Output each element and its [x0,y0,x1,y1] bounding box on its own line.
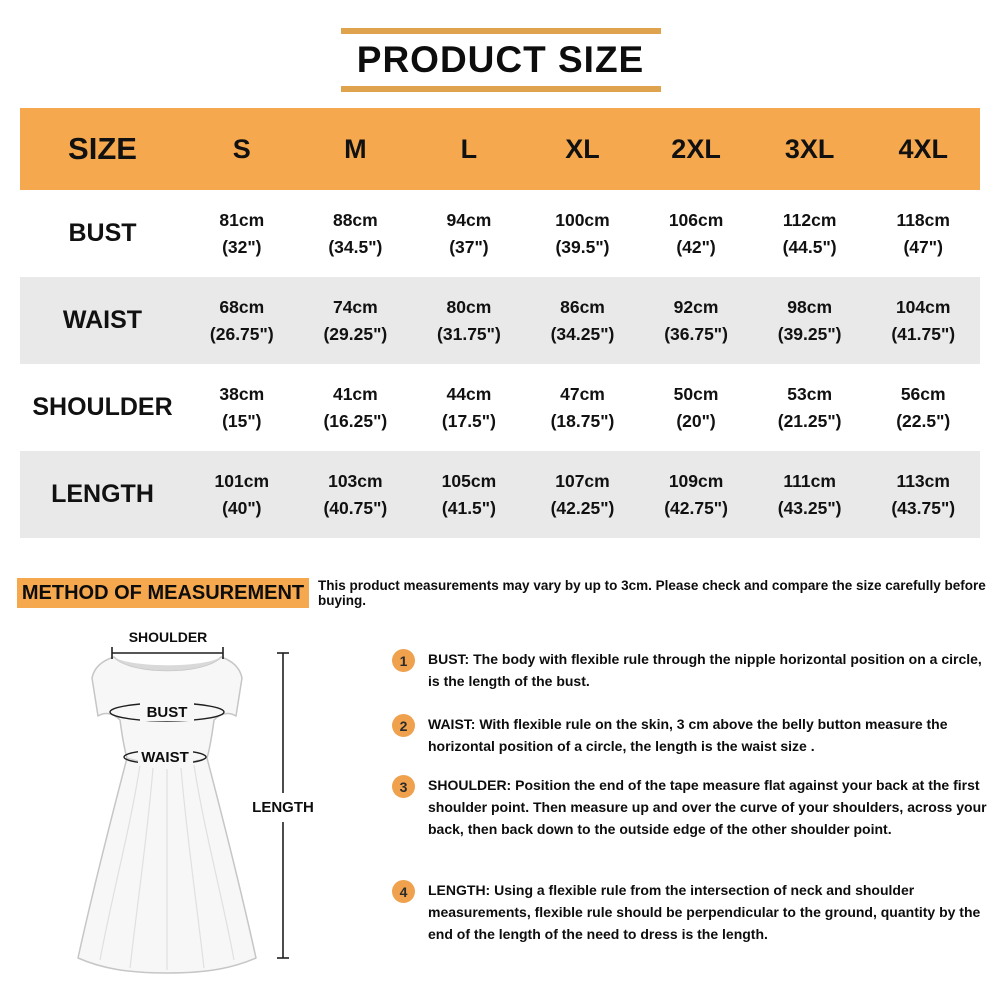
value-cm: 109cm [668,470,724,491]
value-in: (34.25") [550,323,615,344]
value-in: (34.5") [328,236,383,257]
instruction-shoulder [392,774,988,840]
waist-3xl [753,277,867,364]
waist-xl [526,277,640,364]
value-cm: 38cm [219,383,265,404]
value-in: (17.5") [441,410,496,431]
shoulder-s [185,364,299,451]
instruction-bust [392,648,988,692]
bust-3xl [753,190,867,277]
value-in: (36.75") [664,323,728,344]
instruction-number-badge: 4 [392,880,415,903]
value-in: (42.75") [664,497,728,518]
shoulder-measure-line [112,647,223,659]
value-cm: 112cm [782,209,837,230]
value-cm: 107cm [555,470,610,491]
value-cm: 88cm [332,209,378,230]
bust-s [185,190,299,277]
size-table-header-row [20,108,980,190]
value-in: (42") [676,236,716,257]
value-cm: 68cm [219,296,265,317]
instruction-number-badge: 3 [392,775,415,798]
diagram-bust-label: BUST [146,704,188,721]
value-cm: 118cm [896,209,950,230]
title-section [0,28,1001,92]
value-cm: 111cm [783,470,836,491]
value-in: (16.25") [323,410,388,431]
header-xl: XL [565,133,600,164]
value-cm: 106cm [668,209,724,230]
value-in: (41.5") [441,497,496,518]
header-3xl: 3XL [784,133,835,164]
instruction-text: SHOULDER: Position the end of the tape measure flat against your back at the first shoulder point. Then measure up and over the curve of your shoulders, across your back, then back down to the outside edge of the other shoulder point. [428,777,987,837]
value-in: (37") [449,236,489,257]
value-cm: 104cm [895,296,951,317]
header-s: S [232,133,251,164]
page-title: PRODUCT SIZE [356,39,645,80]
value-in: (47") [903,236,943,257]
value-cm: 47cm [560,383,605,404]
shoulder-xl [526,364,640,451]
value-in: (21.25") [777,410,842,431]
bust-2xl [639,190,753,277]
instruction-text: WAIST: With flexible rule on the skin, 3 cm above the belly button measure the horizontal position of a circle, the length is the waist size . [428,716,948,754]
row-label-length: LENGTH [51,480,154,508]
value-cm: 50cm [673,383,719,404]
value-in: (18.75") [550,410,615,431]
value-cm: 101cm [214,470,270,491]
instruction-number-badge: 2 [392,714,415,737]
bust-m [299,190,413,277]
row-label-bust: BUST [68,219,137,247]
value-in: (15") [222,410,262,431]
value-in: (29.25") [323,323,388,344]
size-table [20,108,980,538]
length-xl [526,451,640,538]
table-row-shoulder [20,364,980,451]
title-accent-bar-bottom [341,86,661,92]
diagram-shoulder-label: SHOULDER [128,630,208,645]
bust-l [412,190,526,277]
instruction-number-badge: 1 [392,649,415,672]
value-cm: 92cm [673,296,719,317]
value-in: (40") [222,497,262,518]
header-l: L [460,133,478,164]
waist-s [185,277,299,364]
diagram-waist-label: WAIST [141,749,189,766]
value-in: (39.25") [777,323,842,344]
dress-measurement-diagram [28,630,328,982]
length-3xl [753,451,867,538]
value-cm: 74cm [332,296,378,317]
length-s [185,451,299,538]
instruction-text: LENGTH: Using a flexible rule from the intersection of neck and shoulder measurements, flexible rule should be perpendicular to the ground, quantity by the end of the length of the need to dress is the length. [428,882,981,942]
value-cm: 80cm [446,296,492,317]
instruction-waist [392,713,988,757]
shoulder-3xl [753,364,867,451]
row-label-shoulder: SHOULDER [32,393,173,421]
waist-m [299,277,413,364]
bust-4xl [866,190,980,277]
value-cm: 94cm [446,209,492,230]
diagram-length-label: LENGTH [252,799,314,816]
length-4xl [866,451,980,538]
shoulder-l [412,364,526,451]
header-2xl: 2XL [671,133,721,164]
method-of-measurement-heading: METHOD OF MEASUREMENT [17,578,309,608]
value-in: (32") [222,236,262,257]
header-size: SIZE [68,131,137,166]
row-label-waist: WAIST [62,306,143,334]
value-in: (20") [676,410,716,431]
header-4xl: 4XL [898,133,948,164]
length-m [299,451,413,538]
value-in: (39.5") [555,236,610,257]
value-in: (41.75") [891,323,956,344]
value-cm: 41cm [332,383,378,404]
value-in: (43.75") [891,497,956,518]
value-cm: 113cm [896,470,950,491]
value-cm: 98cm [787,296,833,317]
bust-xl [526,190,640,277]
waist-2xl [639,277,753,364]
value-in: (22.5") [896,410,951,431]
waist-l [412,277,526,364]
value-cm: 100cm [555,209,610,230]
value-cm: 56cm [900,383,946,404]
shoulder-m [299,364,413,451]
value-in: (26.75") [209,323,274,344]
value-in: (43.25") [777,497,842,518]
value-cm: 103cm [328,470,383,491]
value-cm: 44cm [446,383,492,404]
table-row-bust [20,190,980,277]
shoulder-4xl [866,364,980,451]
measurement-disclaimer-note: This product measurements may vary by up to 3cm. Please check and compare the size carefully before buying. [318,578,986,608]
value-in: (44.5") [782,236,837,257]
table-row-length [20,451,980,538]
header-m: M [344,133,367,164]
value-cm: 81cm [219,209,265,230]
value-in: (40.75") [323,497,388,518]
waist-4xl [866,277,980,364]
length-2xl [639,451,753,538]
length-l [412,451,526,538]
value-in: (42.25") [550,497,615,518]
table-row-waist [20,277,980,364]
value-cm: 105cm [441,470,497,491]
value-cm: 86cm [560,296,605,317]
shoulder-2xl [639,364,753,451]
instruction-text: BUST: The body with flexible rule through the nipple horizontal position on a circle, is the length of the bust. [428,651,982,689]
instruction-length [392,879,988,945]
value-in: (31.75") [437,323,501,344]
value-cm: 53cm [787,383,833,404]
